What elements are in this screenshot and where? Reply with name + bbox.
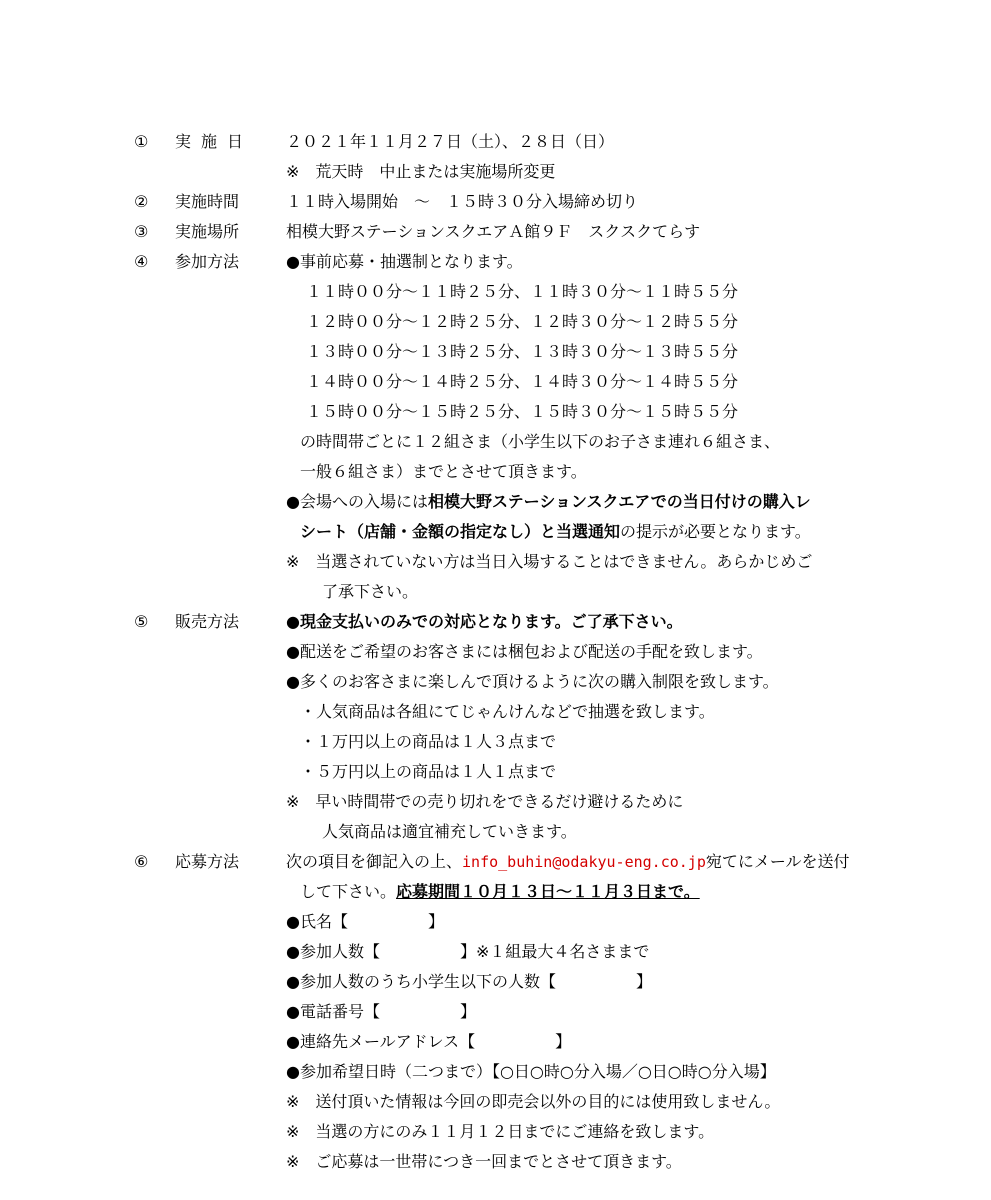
date-note-row: [0, 157, 991, 187]
time-value: １１時入場開始 ～ １５時３０分入場締め切り: [286, 192, 639, 211]
time-slot-text: １５時００分～１５時２５分、１５時３０分～１５時５５分: [306, 402, 739, 421]
sales-limit-intro: ●多くのお客さまに楽しんで頂けるように次の購入制限を致します。: [286, 672, 779, 691]
item-label: 応募方法: [175, 852, 240, 871]
time-slot-text: １２時００分～１２時２５分、１２時３０分～１２時５５分: [306, 312, 739, 331]
item-time: [0, 187, 991, 217]
sales-note-text: ※ 早い時間帯での売り切れをできるだけ避けるために: [286, 792, 684, 811]
item-number: ⑥: [134, 852, 149, 871]
sales-note: [0, 787, 991, 817]
apply-field: [0, 937, 991, 967]
item-number: ③: [134, 222, 149, 241]
time-slot: [0, 277, 991, 307]
apply-field: [0, 1057, 991, 1087]
apply-field: [0, 907, 991, 937]
email-link[interactable]: info_buhin@odakyu-eng.co.jp: [462, 853, 706, 871]
limit-text: ・５万円以上の商品は１人１点まで: [300, 762, 557, 781]
entry-line: [0, 517, 991, 547]
method-note: [0, 547, 991, 577]
apply-note-text: ※ 送付頂いた情報は今回の即売会以外の目的には使用致しません。: [286, 1092, 781, 1111]
sales-cash: ●現金支払いのみでの対応となります。ご了承下さい。: [286, 612, 683, 631]
sales-note-text: 人気商品は適宜補充していきます。: [322, 822, 577, 841]
apply-text: 宛てにメールを送付: [705, 852, 850, 871]
item-sales: [0, 607, 991, 637]
capacity-line: [0, 457, 991, 487]
limit-text: ・１万円以上の商品は１人３点まで: [300, 732, 557, 751]
method-intro: ●事前応募・抽選制となります。: [286, 252, 523, 271]
time-slot: [0, 397, 991, 427]
time-slot: [0, 337, 991, 367]
apply-note: [0, 1147, 991, 1177]
apply-field-text: ●連絡先メールアドレス【 】: [286, 1032, 572, 1051]
item-label: 実施時間: [175, 192, 240, 211]
entry-text-b: 相模大野ステーションスクエアでの当日付けの購入レ: [427, 492, 811, 511]
capacity-line: [0, 427, 991, 457]
method-note-text: 了承下さい。: [322, 582, 419, 601]
apply-period: 応募期間１０月１３日～１１月３日まで。: [396, 882, 700, 901]
item-label: 販売方法: [175, 612, 240, 631]
apply-note: [0, 1087, 991, 1117]
date-value: ２０２１年１１月２７日（土）、２８日（日）: [286, 132, 615, 151]
apply-field-text: ●参加希望日時（二つまで）【○日○時○分入場／○日○時○分入場】: [286, 1062, 776, 1081]
limit-item: [0, 697, 991, 727]
time-slot: [0, 307, 991, 337]
item-number: ①: [134, 132, 149, 151]
apply-field-text: ●氏名【 】: [286, 912, 444, 931]
apply-text: 次の項目を御記入の上、: [286, 852, 463, 871]
apply-line2: [0, 877, 991, 907]
apply-note-text: ※ 当選の方にのみ１１月１２日までにご連絡を致します。: [286, 1122, 715, 1141]
entry-text-c: シート（店舗・金額の指定なし）と当選通知: [300, 522, 621, 541]
limit-item: [0, 727, 991, 757]
item-label: 実施場所: [175, 222, 240, 241]
limit-item: [0, 757, 991, 787]
entry-text: [286, 487, 811, 517]
capacity-text: 一般６組さま）までとさせて頂きます。: [300, 462, 587, 481]
item-place: [0, 217, 991, 247]
apply-note: [0, 1117, 991, 1147]
item-label: 参加方法: [175, 252, 240, 271]
apply-field: [0, 997, 991, 1027]
time-slot-text: １４時００分～１４時２５分、１４時３０分～１４時５５分: [306, 372, 739, 391]
apply-field-text: ●参加人数のうち小学生以下の人数【 】: [286, 972, 652, 991]
apply-field: [0, 1027, 991, 1057]
date-note: ※ 荒天時 中止または実施場所変更: [286, 162, 556, 181]
item-label: 実施日: [175, 132, 254, 151]
time-slot-text: １３時００分～１３時２５分、１３時３０分～１３時５５分: [306, 342, 739, 361]
apply-note-text: ※ ご応募は一世帯につき一回までとさせて頂きます。: [286, 1152, 682, 1171]
apply-line1: [286, 847, 850, 877]
sales-delivery: ●配送をご希望のお客さまには梱包および配送の手配を致します。: [286, 642, 763, 661]
time-slot: [0, 367, 991, 397]
entry-text: [300, 517, 811, 547]
capacity-text: の時間帯ごとに１２組さま（小学生以下のお子さま連れ６組さま、: [300, 432, 781, 451]
entry-line: [0, 487, 991, 517]
sales-delivery-row: [0, 637, 991, 667]
apply-field-text: ●参加人数【 】※１組最大４名さままで: [286, 942, 650, 961]
item-number: ⑤: [134, 612, 149, 631]
apply-text: して下さい。: [300, 882, 397, 901]
apply-field-text: ●電話番号【 】: [286, 1002, 476, 1021]
entry-text-a: ●会場への入場には: [286, 492, 428, 511]
apply-line2-text: [300, 877, 700, 907]
item-apply: [0, 847, 991, 877]
item-number: ④: [134, 252, 149, 271]
item-method: [0, 247, 991, 277]
item-number: ②: [134, 192, 149, 211]
sales-note: [0, 817, 991, 847]
apply-field: [0, 967, 991, 997]
sales-limit-row: [0, 667, 991, 697]
item-date: [0, 127, 991, 157]
method-note: [0, 577, 991, 607]
entry-text-d: の提示が必要となります。: [620, 522, 811, 541]
limit-text: ・人気商品は各組にてじゃんけんなどで抽選を致します。: [300, 702, 715, 721]
method-note-text: ※ 当選されていない方は当日入場することはできません。あらかじめご: [286, 552, 813, 571]
time-slot-text: １１時００分～１１時２５分、１１時３０分～１１時５５分: [306, 282, 739, 301]
place-value: 相模大野ステーションスクエアＡ館９Ｆ スクスクてらす: [286, 222, 701, 241]
